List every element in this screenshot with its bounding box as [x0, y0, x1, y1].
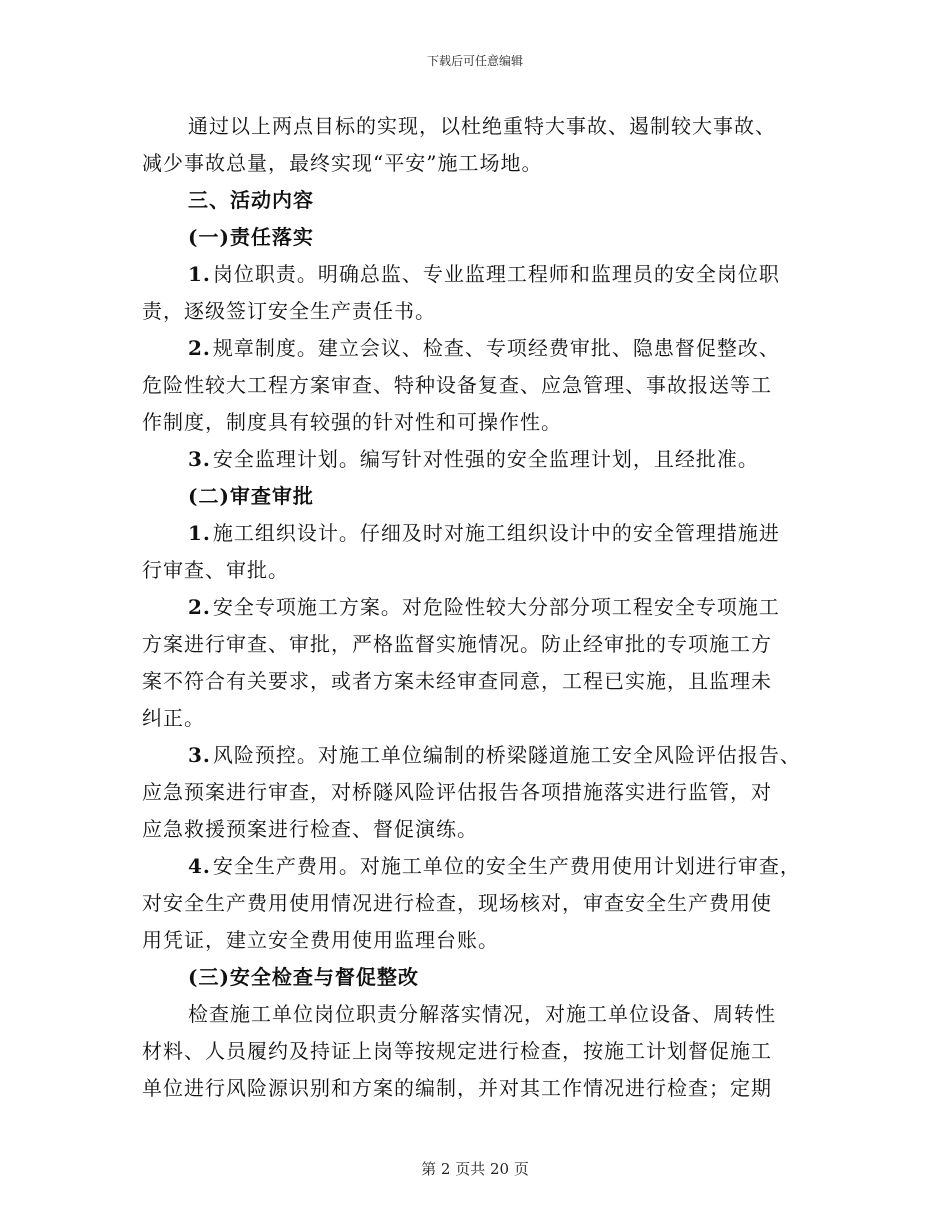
item-number: 3.	[188, 743, 211, 767]
text-line	[142, 145, 810, 182]
text-line	[142, 848, 810, 885]
text-line	[142, 811, 810, 848]
line-text: 安全专项施工方案。对危险性较大分部分项工程安全专项施工	[212, 595, 780, 619]
line-text: 三、活动内容	[188, 188, 314, 212]
line-text: (三)安全检查与督促整改	[188, 965, 419, 989]
line-text: 用凭证，建立安全费用使用监理台账。	[142, 928, 499, 952]
line-text: 应急救援预案进行检查、督促演练。	[142, 817, 478, 841]
section-heading	[142, 959, 810, 996]
text-line	[142, 367, 810, 404]
text-line	[142, 737, 810, 774]
line-text: 责，逐级签订安全生产责任书。	[142, 299, 436, 323]
item-number: 2.	[188, 336, 211, 360]
text-line	[142, 700, 810, 737]
line-text: (二)审查审批	[188, 484, 314, 508]
text-line	[142, 922, 810, 959]
page-footer: 第 2 页共 20 页	[421, 1160, 529, 1178]
line-text: 方案进行审查、审批，严格监督实施情况。防止经审批的专项施工方	[142, 632, 772, 656]
text-line	[142, 552, 810, 589]
text-line	[142, 626, 810, 663]
line-text: 岗位职责。明确总监、专业监理工程师和监理员的安全岗位职	[212, 262, 780, 286]
line-text: 单位进行风险源识别和方案的编制，并对其工作情况进行检查；定期	[142, 1076, 772, 1100]
line-text: (一)责任落实	[188, 225, 314, 249]
text-line	[142, 108, 810, 145]
text-line	[142, 663, 810, 700]
line-text: 作制度，制度具有较强的针对性和可操作性。	[142, 410, 562, 434]
text-line	[142, 774, 810, 811]
line-text: 减少事故总量，最终实现“平安”施工场地。	[142, 151, 543, 175]
text-line	[142, 885, 810, 922]
section-heading	[142, 219, 810, 256]
line-text: 行审查、审批。	[142, 558, 289, 582]
line-text: 应急预案进行审查，对桥隧风险评估报告各项措施落实进行监管，对	[142, 780, 772, 804]
item-number: 2.	[188, 595, 211, 619]
text-line	[142, 1033, 810, 1070]
line-text: 风险预控。对施工单位编制的桥梁隧道施工安全风险评估报告、	[212, 743, 801, 767]
line-text: 危险性较大工程方案审查、特种设备复查、应急管理、事故报送等工	[142, 373, 772, 397]
item-number: 1.	[188, 521, 211, 545]
line-text: 案不符合有关要求，或者方案未经审查同意，工程已实施，且监理未	[142, 669, 772, 693]
document-body	[142, 108, 810, 1107]
text-line	[142, 330, 810, 367]
text-line	[142, 256, 810, 293]
text-line	[142, 1070, 810, 1107]
text-line	[142, 996, 810, 1033]
item-number: 1.	[188, 262, 211, 286]
section-heading	[142, 182, 810, 219]
line-text: 纠正。	[142, 706, 205, 730]
line-text: 安全监理计划。编写针对性强的安全监理计划，且经批准。	[212, 447, 759, 471]
text-line	[142, 293, 810, 330]
item-number: 4.	[188, 854, 211, 878]
line-text: 施工组织设计。仔细及时对施工组织设计中的安全管理措施进	[212, 521, 780, 545]
line-text: 规章制度。建立会议、检查、专项经费审批、隐患督促整改、	[212, 336, 780, 360]
line-text: 检查施工单位岗位职责分解落实情况，对施工单位设备、周转性	[188, 1002, 776, 1026]
page-header: 下载后可任意编辑	[426, 54, 523, 68]
text-line	[142, 404, 810, 441]
line-text: 安全生产费用。对施工单位的安全生产费用使用计划进行审查，	[212, 854, 801, 878]
line-text: 通过以上两点目标的实现，以杜绝重特大事故、遏制较大事故、	[188, 114, 776, 138]
line-text: 材料、人员履约及持证上岗等按规定进行检查，按施工计划督促施工	[142, 1039, 772, 1063]
line-text: 对安全生产费用使用情况进行检查，现场核对，审查安全生产费用使	[142, 891, 772, 915]
text-line	[142, 441, 810, 478]
text-line	[142, 589, 810, 626]
section-heading	[142, 478, 810, 515]
text-line	[142, 515, 810, 552]
item-number: 3.	[188, 447, 211, 471]
